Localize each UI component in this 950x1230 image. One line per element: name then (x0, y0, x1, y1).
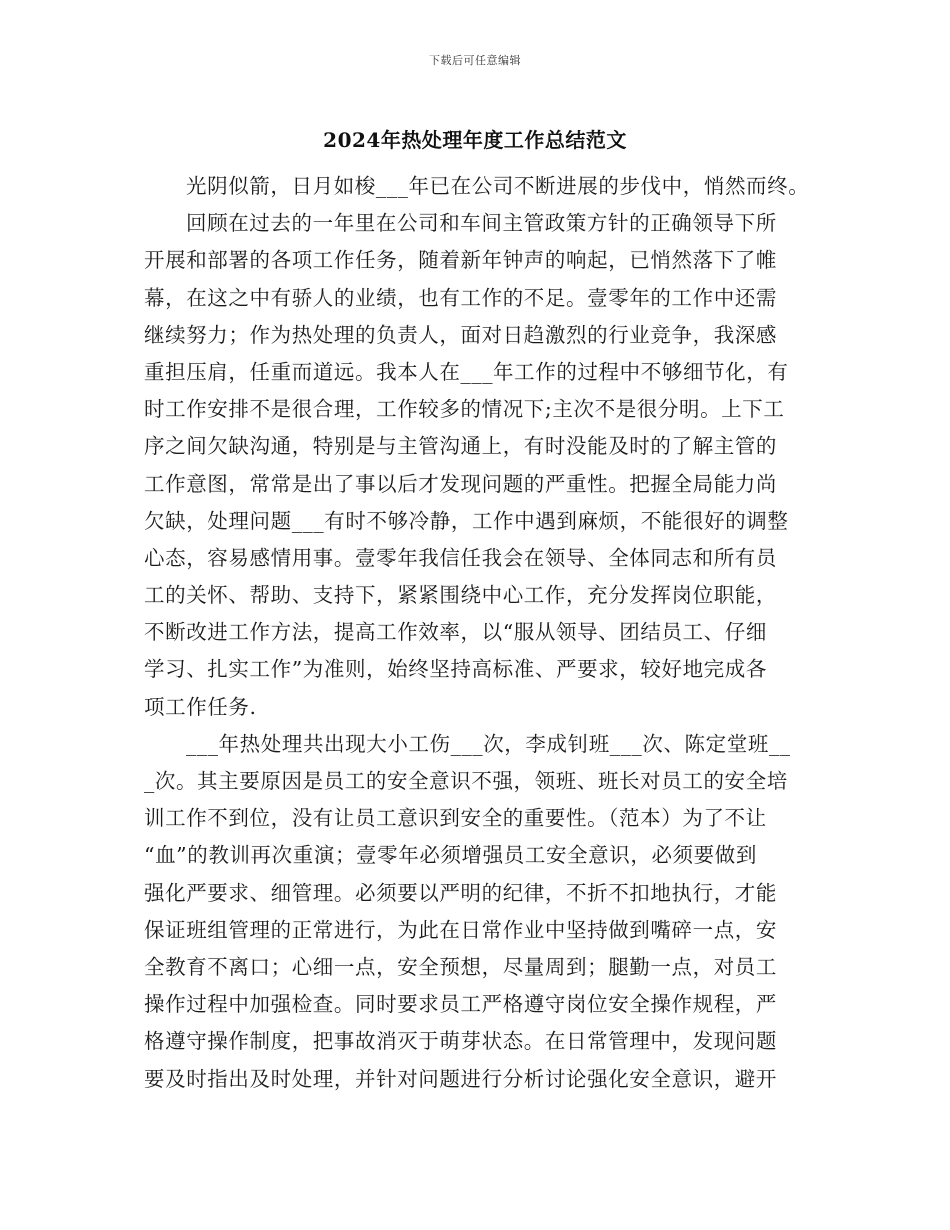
paragraph-line: 学习、扎实工作”为准则，始终坚持高标准、严要求，较好地完成各 (144, 657, 767, 682)
paragraph-line: 继续努力；作为热处理的负责人，面对日趋激烈的行业竞争，我深感 (144, 322, 777, 347)
document-body (144, 168, 824, 1098)
paragraph-line: 欠缺，处理问题___有时不够冷静，工作中遇到麻烦，不能很好的调整 (144, 508, 789, 533)
paragraph-line: 保证班组管理的正常进行，为此在日常作业中坚持做到嘴碎一点，安 (144, 917, 777, 942)
paragraph-line: 操作过程中加强检查。同时要求员工严格遵守岗位安全操作规程，严 (144, 992, 777, 1017)
paragraph-line: 项工作任务. (144, 694, 257, 719)
paragraph-line: 格遵守操作制度，把事故消灭于萌芽状态。在日常管理中，发现问题 (144, 1029, 777, 1054)
paragraph-line: 心态，容易感情用事。壹零年我信任我会在领导、全体同志和所有员 (144, 545, 777, 570)
paragraph-line: 全教育不离口；心细一点，安全预想，尽量周到；腿勤一点，对员工 (144, 954, 777, 979)
paragraph-line: 序之间欠缺沟通，特别是与主管沟通上，有时没能及时的了解主管的 (144, 434, 777, 459)
paragraph-line: 不断改进工作方法，提高工作效率，以“服从领导、团结员工、仔细 (144, 620, 767, 645)
paragraph-line: ___年热处理共出现大小工伤___次，李成钊班___次、陈定堂班__ (186, 731, 791, 756)
paragraph-line: “血”的教训再次重演；壹零年必须增强员工安全意识，必须要做到 (144, 843, 757, 868)
paragraph-line: 要及时指出及时处理，并针对问题进行分析讨论强化安全意识，避开 (144, 1066, 777, 1091)
paragraph-line: _次。其主要原因是员工的安全意识不强，领班、班长对员工的安全培 (144, 769, 788, 793)
document-title: 2024年热处理年度工作总结范文 (323, 128, 627, 152)
paragraph-line: 开展和部署的各项工作任务，随着新年钟声的响起，已悄然落下了帷 (144, 248, 777, 273)
paragraph-line: 训工作不到位，没有让员工意识到安全的重要性。（范本）为了不让 (144, 806, 767, 831)
paragraph-line: 强化严要求、细管理。必须要以严明的纪律，不折不扣地执行，才能 (144, 880, 777, 905)
paragraph-line: 重担压肩，任重而道远。我本人在___年工作的过程中不够细节化，有 (144, 359, 789, 384)
download-note: 下载后可任意编辑 (429, 54, 521, 67)
paragraph-line: 工作意图，常常是出了事以后才发现问题的严重性。把握全局能力尚 (144, 471, 777, 496)
paragraph-line: 时工作安排不是很合理，工作较多的情况下;主次不是很分明。上下工 (144, 397, 785, 422)
paragraph-line: 回顾在过去的一年里在公司和车间主管政策方针的正确领导下所 (186, 211, 777, 236)
paragraph-line: 工的关怀、帮助、支持下，紧紧围绕中心工作，充分发挥岗位职能， (144, 583, 777, 608)
paragraph-line: 光阴似箭，日月如梭___年已在公司不断进展的步伐中，悄然而终。 (186, 174, 810, 198)
paragraph-line: 幕，在这之中有骄人的业绩，也有工作的不足。壹零年的工作中还需 (144, 285, 777, 310)
